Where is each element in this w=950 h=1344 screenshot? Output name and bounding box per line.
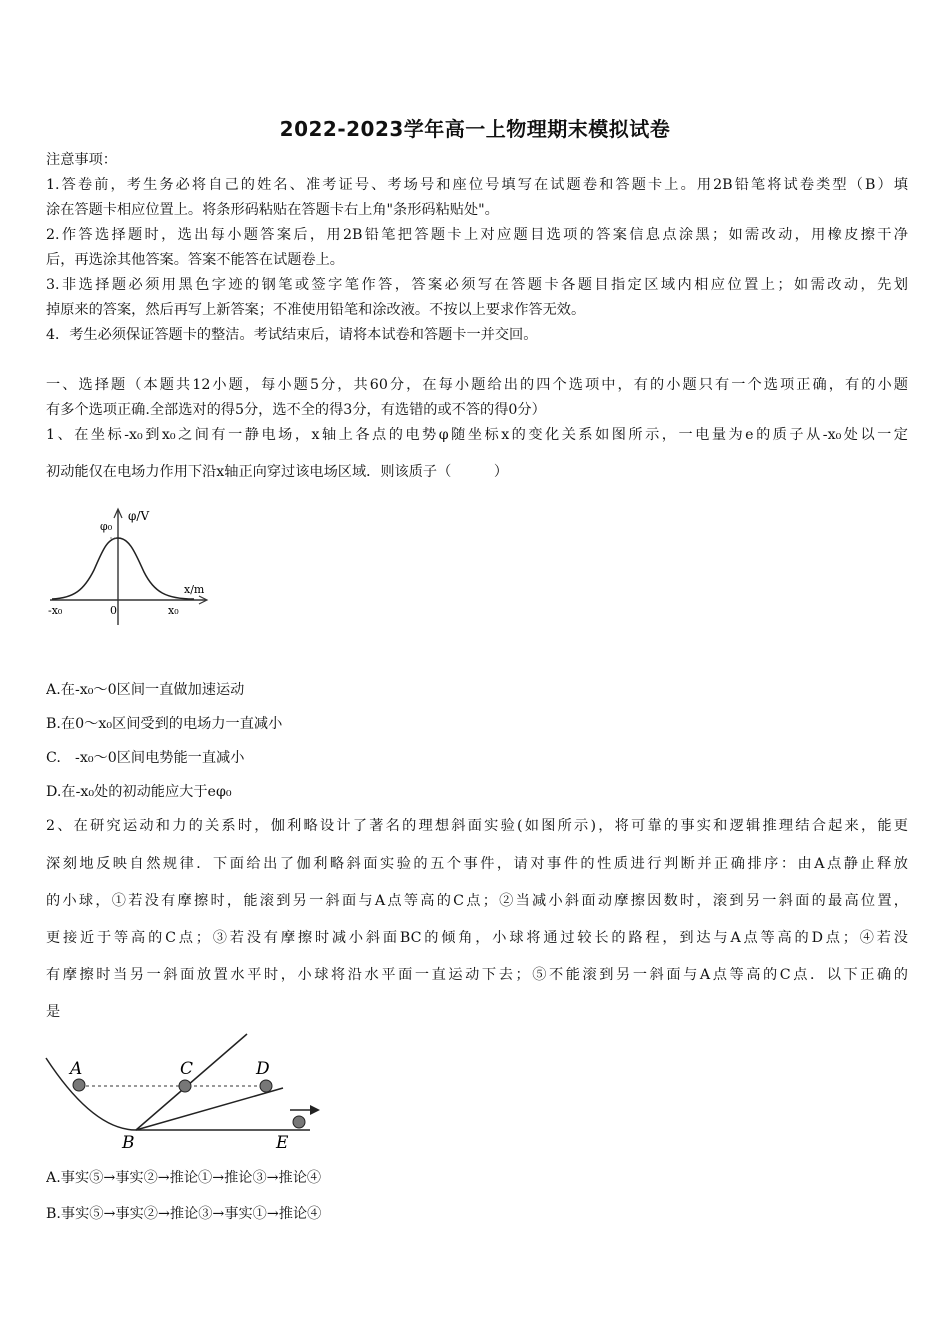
origin-label: 0 bbox=[110, 604, 117, 617]
q1-option-b: B.在0～x₀区间受到的电场力一直减小 bbox=[46, 716, 283, 732]
potential-curve bbox=[52, 538, 194, 599]
q2-stem: 更接近于等高的C点；③若没有摩擦时减小斜面BC的倾角，小球将通过较长的路程，到达与A点等高的D点；④若没 bbox=[46, 930, 908, 946]
q2-stem: 有摩擦时当另一斜面放置水平时，小球将沿水平面一直运动下去；⑤不能滚到另一斜面与A点等高的C点．以下正确的 bbox=[46, 967, 908, 983]
peak-label: φ₀ bbox=[100, 520, 113, 533]
y-axis-label: φ/V bbox=[128, 509, 150, 523]
q1-option-c: C. -x₀～0区间电势能一直减小 bbox=[46, 750, 245, 766]
right-bound-label: x₀ bbox=[168, 604, 179, 617]
notice-line: 2.作答选择题时，选出每小题答案后，用2B铅笔把答题卡上对应题目选项的答案信息点涂黑；如需改动，用橡皮擦干净 bbox=[46, 227, 908, 243]
ball-c bbox=[179, 1080, 191, 1092]
notice-line: 4．考生必须保证答题卡的整洁。考试结束后，请将本试卷和答题卡一并交回。 bbox=[46, 327, 538, 343]
q2-stem: 的小球，①若没有摩擦时，能滚到另一斜面与A点等高的C点；②当减小斜面动摩擦因数时，滚到另一斜面的最高位置， bbox=[46, 893, 908, 909]
motion-arrow-head bbox=[310, 1105, 320, 1115]
notice-heading: 注意事项： bbox=[46, 152, 117, 168]
notice-line: 后，再选涂其他答案。答案不能答在试题卷上。 bbox=[46, 252, 344, 268]
potential-graph bbox=[44, 500, 219, 630]
x-axis-label: x/m bbox=[184, 583, 205, 596]
section-heading: 一、选择题（本题共12小题，每小题5分，共60分，在每小题给出的四个选项中，有的小题只有一个选项正确，有的小题 bbox=[46, 377, 908, 393]
q1-stem: 1、在坐标-x₀到x₀之间有一静电场，x轴上各点的电势φ随坐标x的变化关系如图所示，一电量为e的质子从-x₀处以一定 bbox=[46, 427, 908, 443]
q1-stem: 初动能仅在电场力作用下沿x轴正向穿过该电场区域．则该质子（ ） bbox=[46, 464, 509, 480]
label-c: C bbox=[180, 1059, 194, 1079]
left-bound-label: -x₀ bbox=[48, 604, 63, 617]
q1-option-a: A.在-x₀～0区间一直做加速运动 bbox=[46, 682, 245, 698]
incline-diagram bbox=[40, 1030, 330, 1155]
notice-line: 3.非选择题必须用黑色字迹的钢笔或签字笔作答，答案必须写在答题卡各题目指定区域内相应位置上；如需改动，先划 bbox=[46, 277, 908, 293]
q2-stem: 2、在研究运动和力的关系时，伽利略设计了著名的理想斜面实验(如图所示)，将可靠的事实和逻辑推理结合起来，能更 bbox=[46, 818, 908, 834]
ball-e bbox=[293, 1116, 305, 1128]
q2-option-a: A.事实⑤→事实②→推论①→推论③→推论④ bbox=[46, 1170, 322, 1186]
q1-option-d: D.在-x₀处的初动能应大于eφ₀ bbox=[46, 784, 232, 800]
q2-stem: 深刻地反映自然规律．下面给出了伽利略斜面实验的五个事件，请对事件的性质进行判断并正确排序：由A点静止释放 bbox=[46, 856, 908, 872]
steep-incline bbox=[136, 1034, 247, 1130]
shallow-incline bbox=[136, 1088, 283, 1130]
notice-line: 1.答卷前，考生务必将自己的姓名、准考证号、考场号和座位号填写在试题卷和答题卡上。用2B铅笔将试卷类型（B）填 bbox=[46, 177, 908, 193]
left-slope bbox=[46, 1058, 136, 1130]
page-title: 2022-2023学年高一上物理期末模拟试卷 bbox=[279, 117, 671, 141]
ball-a bbox=[73, 1079, 85, 1091]
q2-stem: 是 bbox=[46, 1004, 61, 1020]
notice-line: 涂在答题卡相应位置上。将条形码粘贴在答题卡右上角"条形码粘贴处"。 bbox=[46, 202, 499, 218]
label-a: A bbox=[70, 1059, 83, 1079]
label-d: D bbox=[256, 1059, 270, 1079]
q2-option-b: B.事实⑤→事实②→推论③→事实①→推论④ bbox=[46, 1206, 322, 1222]
section-heading: 有多个选项正确.全部选对的得5分，选不全的得3分，有选错的或不答的得0分） bbox=[46, 402, 546, 418]
label-e: E bbox=[276, 1133, 289, 1153]
label-b: B bbox=[122, 1133, 135, 1153]
ball-d bbox=[260, 1080, 272, 1092]
notice-line: 掉原来的答案，然后再写上新答案；不准使用铅笔和涂改液。不按以上要求作答无效。 bbox=[46, 302, 586, 318]
